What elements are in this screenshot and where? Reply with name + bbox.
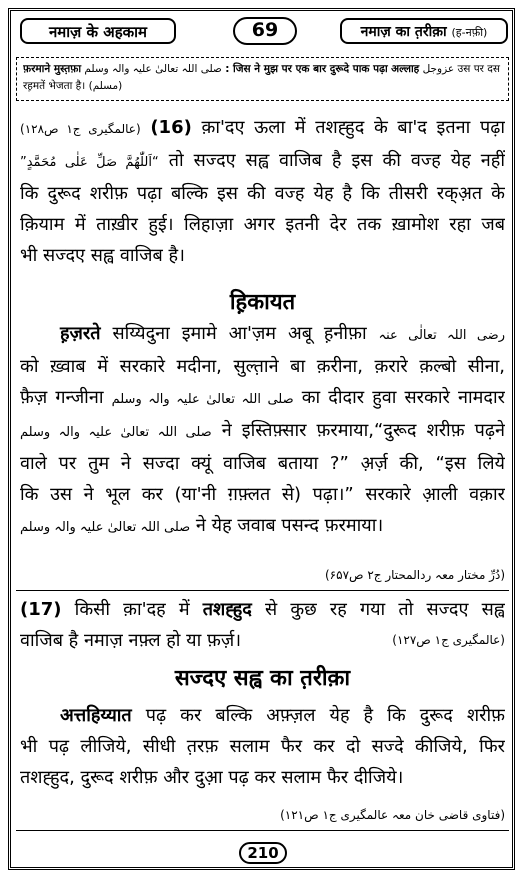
rule-number: (16) — [150, 117, 192, 138]
paragraph-text: वाजिब है नमाज़ नफ़्ल हो या फ़र्ज़। — [20, 630, 242, 651]
divider — [16, 830, 509, 831]
paragraph-text: ने येह जवाब पसन्द फ़रमाया। — [195, 515, 384, 536]
paragraph-17 — [20, 594, 505, 656]
method-paragraph — [20, 700, 505, 793]
paragraph-text: कि दुरूद शरीफ़ पढ़ा बल्कि इस की वज्ह येह है कि तीसरी रक्अ़त के — [20, 183, 505, 204]
paragraph-text: भी पढ़ लीजिये, सीधी त़रफ़ सलाम फैर कर दो सज्दे कीजिये, फिर — [20, 736, 505, 757]
chapter-subtitle: (ह-नफ़ी) — [451, 26, 488, 39]
paragraph-text: से कुछ रह गया तो सज्दए सह्व — [265, 599, 505, 620]
paragraph-text: का दीदार हुवा सरकारे नामदार — [301, 387, 505, 408]
salawat-arabic: صلی اللہ تعالیٰ علیہ والہ وسلم — [111, 392, 294, 407]
hadith-box — [16, 57, 509, 101]
hadith-text: : जिस ने मुझ पर एक बार दुरूदे पाक पढ़ा — [225, 63, 388, 75]
story-paragraph — [20, 318, 505, 543]
bold-term: अत्तहिय्यात — [60, 705, 132, 726]
rule-number: (17) — [20, 599, 62, 620]
paragraph-text: तो सज्दए सह्व वाजिब है इस की वज्ह येह नहीं — [168, 150, 505, 171]
paragraph-text: तशह्हुद, दुरूद शरीफ़ और दुआ़ पढ़ कर सलाम फैर दीजिये। — [20, 767, 404, 788]
method-reference — [20, 808, 505, 822]
reference-arabic: (عالمگیری ج۱ ص۱۲۷) — [392, 633, 505, 647]
page-number: 210 — [239, 842, 287, 864]
paragraph-text: क़ियाम में ताख़ीर हुई। लिहाज़ा अगर इतनी देर तक ख़ामोश रहा जब — [20, 214, 505, 235]
chapter-title-text: नमाज़ का त़रीक़ा — [360, 24, 447, 40]
paragraph-text: कि उस ने भूल कर (या'नी ग़फ़्लत से) पढ़ा।” सरकारे आ़ली वक़ार — [20, 484, 505, 505]
paragraph-text: पढ़ कर बल्कि अफ़्ज़ल येह है कि दुरूद शरीफ़ — [145, 705, 505, 726]
hadith-line2: रह़मतें भेजता है। — [23, 80, 86, 92]
hadith-source: (مسلم) — [88, 80, 123, 92]
reference-arabic: (دُرِّ مختار معہ ردالمحتار ج۲ ص۶۵۷) — [324, 568, 505, 582]
book-title: नमाज़ के अहकाम — [20, 18, 176, 44]
paragraph-text: क़ा'दए ऊला में तशह्हुद के बा'द इतना पढ़ा — [201, 117, 505, 138]
paragraph-text: किसी क़ा'दह में — [74, 599, 190, 620]
azza-arabic: عزوجل — [422, 63, 455, 75]
paragraph-text: ने इस्तिफ़्सार फ़रमाया,“दुरूद शरीफ़ पढ़ने — [221, 420, 505, 441]
salawat-arabic: صلی اللہ تعالیٰ علیہ والہ وسلم — [84, 63, 222, 75]
hadith-text-end: उस पर दस — [457, 63, 500, 75]
story-bold-word: ह़ज़रते — [60, 323, 101, 344]
paragraph-16 — [20, 112, 505, 271]
section-page-number: 69 — [233, 17, 297, 45]
paragraph-text: को ख़्वाब में सरकारे मदीना, सुल्त़ाने बा क़रीना, क़रारे क़ल्बो सीना, — [20, 356, 505, 377]
reference-arabic: (فتاوی قاضی خان معہ عالمگیری ج۱ ص۱۲۱) — [280, 808, 505, 822]
paragraph-text: वाले पर तुम ने सज्दा क्यूं वाजिब बताया ?” अ़र्ज़ की, “इस लिये — [20, 453, 505, 474]
bold-term: तशह्हुद — [202, 599, 252, 620]
hadith-label: फ़रमाने मुस्त़फ़ा — [23, 63, 82, 75]
chapter-title — [340, 18, 508, 44]
paragraph-text: सय्यिदुना इमामे आ'ज़म अबू ह़नीफ़ा — [112, 323, 367, 344]
reference-arabic: (عالمگیری ج۱ ص۱۲۸) — [20, 122, 141, 136]
paragraph-text: फ़ैज़ गन्जीना — [20, 387, 104, 408]
heading-hikayat: ह़िकायत — [229, 290, 296, 315]
radiallahu-arabic: رضی اللہ تعالٰی عنہ — [378, 328, 505, 343]
story-reference — [20, 568, 505, 582]
hadith-bold-word: अल्लाह — [391, 63, 420, 75]
salawat-arabic: صلی اللہ تعالیٰ علیہ والہ وسلم — [20, 520, 191, 535]
paragraph-text: भी सज्दए सह्व वाजिब है। — [20, 245, 185, 266]
salawat-arabic: صلی اللہ تعالیٰ علیہ والہ وسلم — [20, 425, 212, 440]
heading-method: सज्दए सह्व का त़रीक़ा — [174, 666, 351, 691]
durood-arabic: “اَللّٰھُمَّ صَلِّ عَلٰی مُحَمَّدٍ” — [20, 155, 159, 170]
divider — [16, 590, 509, 591]
